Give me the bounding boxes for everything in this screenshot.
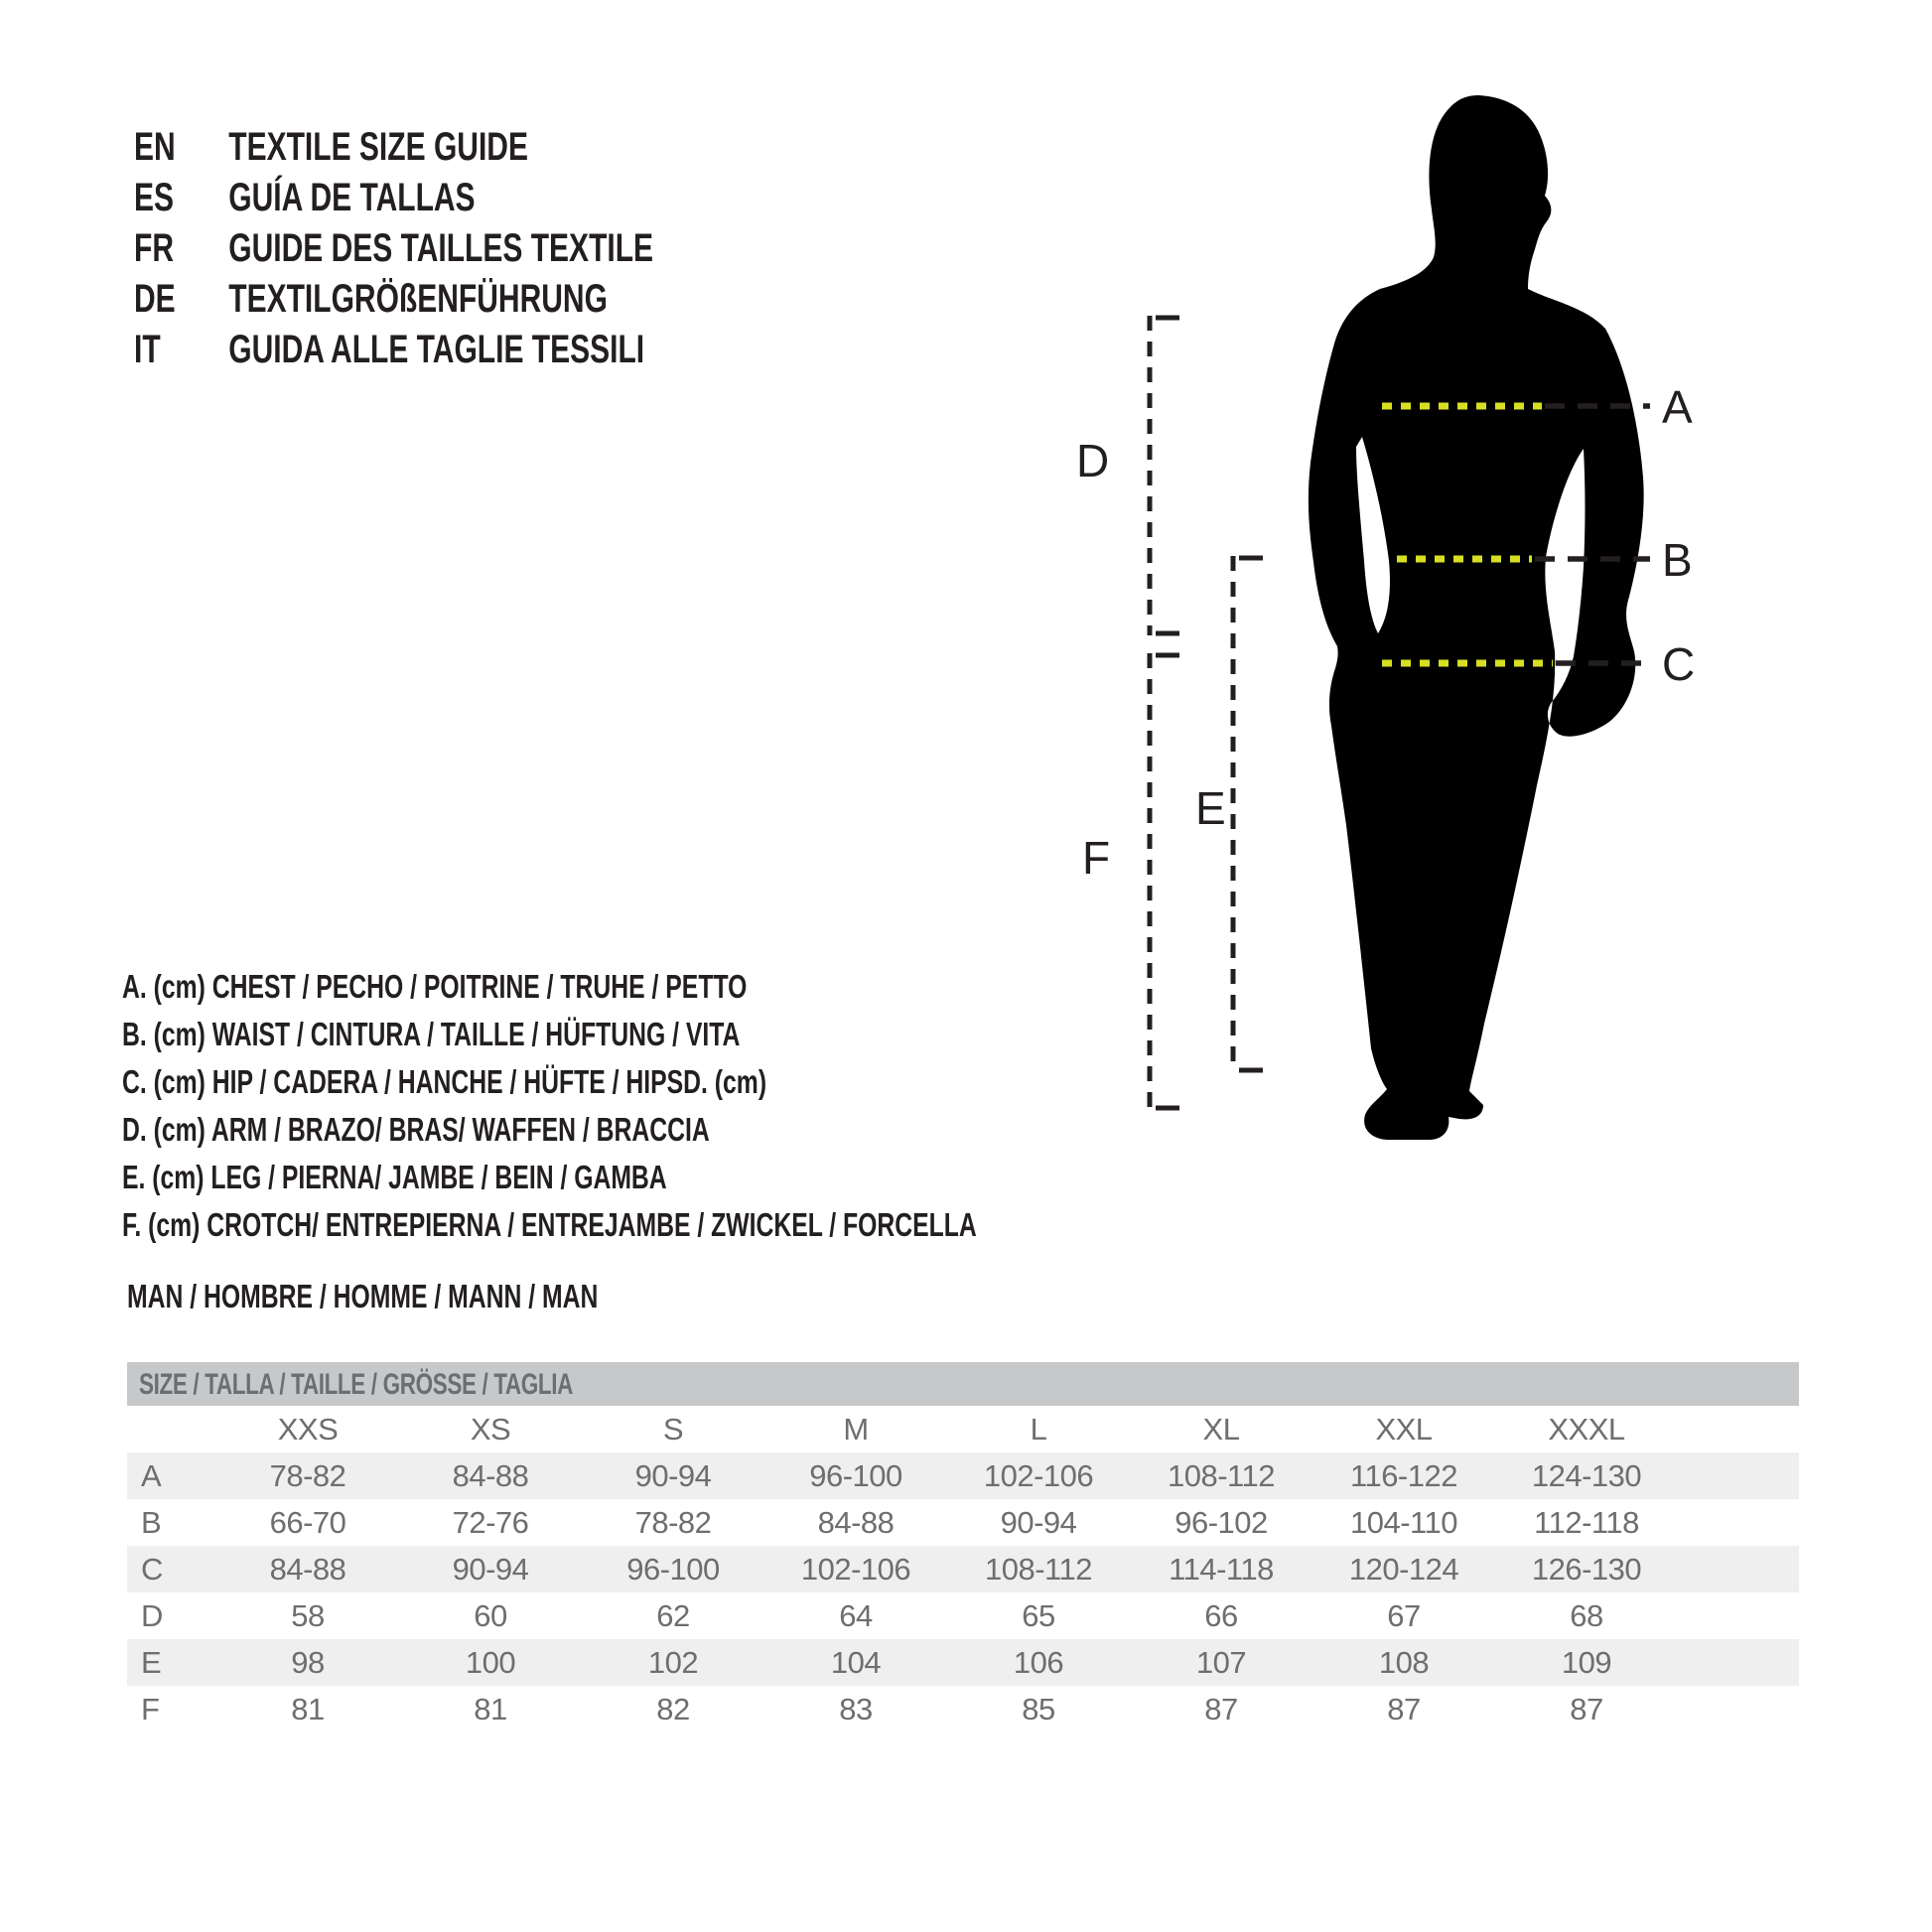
table-cell: 90-94	[452, 1551, 529, 1587]
table-cell: 102-106	[800, 1551, 911, 1587]
table-cell: 84-88	[269, 1551, 346, 1587]
table-row-e	[127, 1639, 1799, 1686]
language-title: TEXTILE SIZE GUIDE	[228, 125, 528, 169]
table-cell: 60	[474, 1597, 507, 1633]
table-row-b	[127, 1499, 1799, 1546]
language-title: TEXTILGRÖßENFÜHRUNG	[228, 277, 608, 321]
table-cell: 96-102	[1174, 1504, 1268, 1540]
measurement-legend	[122, 963, 977, 1249]
table-cell: 82	[656, 1691, 690, 1726]
row-label: C	[141, 1551, 163, 1587]
size-col-header: XXL	[1375, 1411, 1433, 1447]
table-cell: 66-70	[269, 1504, 346, 1540]
table-cell: 109	[1561, 1644, 1612, 1680]
table-cell: 87	[1570, 1691, 1603, 1726]
table-cell: 126-130	[1531, 1551, 1642, 1587]
table-cell: 67	[1387, 1597, 1421, 1633]
language-code: EN	[134, 125, 176, 169]
table-cell: 62	[656, 1597, 690, 1633]
table-cell: 84-88	[817, 1504, 895, 1540]
table-row-sizes	[127, 1406, 1799, 1452]
table-cell: 85	[1022, 1691, 1055, 1726]
table-cell: 116-122	[1350, 1457, 1457, 1493]
size-table-title: SIZE / TALLA / TAILLE / GRÖSSE / TAGLIA	[139, 1368, 574, 1401]
table-cell: 96-100	[626, 1551, 720, 1587]
table-cell: 102-106	[983, 1457, 1094, 1493]
marker-label-c: C	[1662, 638, 1696, 690]
table-row-f	[127, 1686, 1799, 1732]
table-cell: 90-94	[634, 1457, 712, 1493]
table-cell: 98	[291, 1644, 325, 1680]
table-cell: 65	[1022, 1597, 1055, 1633]
marker-label-e: E	[1195, 782, 1226, 834]
language-title: GUÍA DE TALLAS	[228, 176, 476, 219]
table-cell: 96-100	[809, 1457, 902, 1493]
table-cell: 81	[474, 1691, 507, 1726]
table-cell: 106	[1013, 1644, 1064, 1680]
size-col-header: M	[843, 1411, 869, 1447]
row-label: B	[141, 1504, 162, 1540]
language-code: FR	[134, 226, 174, 270]
table-cell: 84-88	[452, 1457, 529, 1493]
row-label: D	[141, 1597, 163, 1633]
legend-item-hip: C. (cm) HIP / CADERA / HANCHE / HÜFTE / HIPSD. (cm)	[122, 1063, 767, 1100]
size-col-header: XS	[470, 1411, 511, 1447]
size-col-header: XXXL	[1548, 1411, 1625, 1447]
language-title: GUIDA ALLE TAGLIE TESSILI	[228, 328, 645, 371]
table-cell: 104	[830, 1644, 882, 1680]
table-cell: 90-94	[1000, 1504, 1077, 1540]
table-cell: 78-82	[269, 1457, 346, 1493]
table-row-d	[127, 1592, 1799, 1639]
legend-item-waist: B. (cm) WAIST / CINTURA / TAILLE / HÜFTUNG / VITA	[122, 1016, 741, 1052]
table-cell: 120-124	[1348, 1551, 1459, 1587]
table-cell: 81	[291, 1691, 325, 1726]
table-cell: 100	[465, 1644, 516, 1680]
table-cell: 108	[1378, 1644, 1430, 1680]
language-code: DE	[134, 277, 176, 321]
table-cell: 87	[1387, 1691, 1421, 1726]
table-row-a	[127, 1452, 1799, 1499]
language-title: GUIDE DES TAILLES TEXTILE	[228, 226, 654, 270]
table-cell: 108-112	[985, 1551, 1092, 1587]
legend-item-arm: D. (cm) ARM / BRAZO/ BRAS/ WAFFEN / BRACCIA	[122, 1111, 710, 1148]
marker-label-b: B	[1662, 534, 1693, 586]
legend-item-leg: E. (cm) LEG / PIERNA/ JAMBE / BEIN / GAMBA	[122, 1159, 667, 1195]
table-cell: 83	[839, 1691, 873, 1726]
table-cell: 68	[1570, 1597, 1603, 1633]
size-col-header: XXS	[277, 1411, 339, 1447]
marker-label-a: A	[1662, 381, 1693, 433]
table-cell: 107	[1195, 1644, 1247, 1680]
table-cell: 112-118	[1534, 1504, 1639, 1540]
size-table-header-bar	[127, 1362, 1799, 1406]
row-label: E	[141, 1644, 162, 1680]
category-label: MAN / HOMBRE / HOMME / MANN / MAN	[127, 1278, 599, 1314]
man-silhouette-graphic	[1309, 95, 1644, 1140]
table-cell: 87	[1204, 1691, 1238, 1726]
language-code: IT	[134, 328, 161, 371]
marker-label-f: F	[1082, 832, 1111, 884]
legend-item-chest: A. (cm) CHEST / PECHO / POITRINE / TRUHE / PETTO	[122, 968, 748, 1005]
table-cell: 58	[291, 1597, 325, 1633]
size-col-header: L	[1030, 1411, 1047, 1447]
size-table	[127, 1362, 1799, 1732]
language-code: ES	[134, 176, 175, 219]
size-col-header: XL	[1202, 1411, 1240, 1447]
size-col-header: S	[662, 1411, 684, 1447]
table-cell: 124-130	[1531, 1457, 1642, 1493]
table-row-c	[127, 1546, 1799, 1592]
table-cell: 108-112	[1168, 1457, 1275, 1493]
table-cell: 66	[1204, 1597, 1238, 1633]
row-label: F	[141, 1691, 160, 1726]
table-cell: 78-82	[634, 1504, 712, 1540]
table-cell: 64	[839, 1597, 873, 1633]
row-label: A	[141, 1457, 162, 1493]
table-cell: 72-76	[452, 1504, 529, 1540]
table-cell: 102	[647, 1644, 699, 1680]
table-cell: 114-118	[1169, 1551, 1274, 1587]
table-cell: 104-110	[1350, 1504, 1457, 1540]
legend-item-crotch: F. (cm) CROTCH/ ENTREPIERNA / ENTREJAMBE / ZWICKEL / FORCELLA	[122, 1206, 977, 1243]
marker-label-d: D	[1076, 435, 1110, 486]
